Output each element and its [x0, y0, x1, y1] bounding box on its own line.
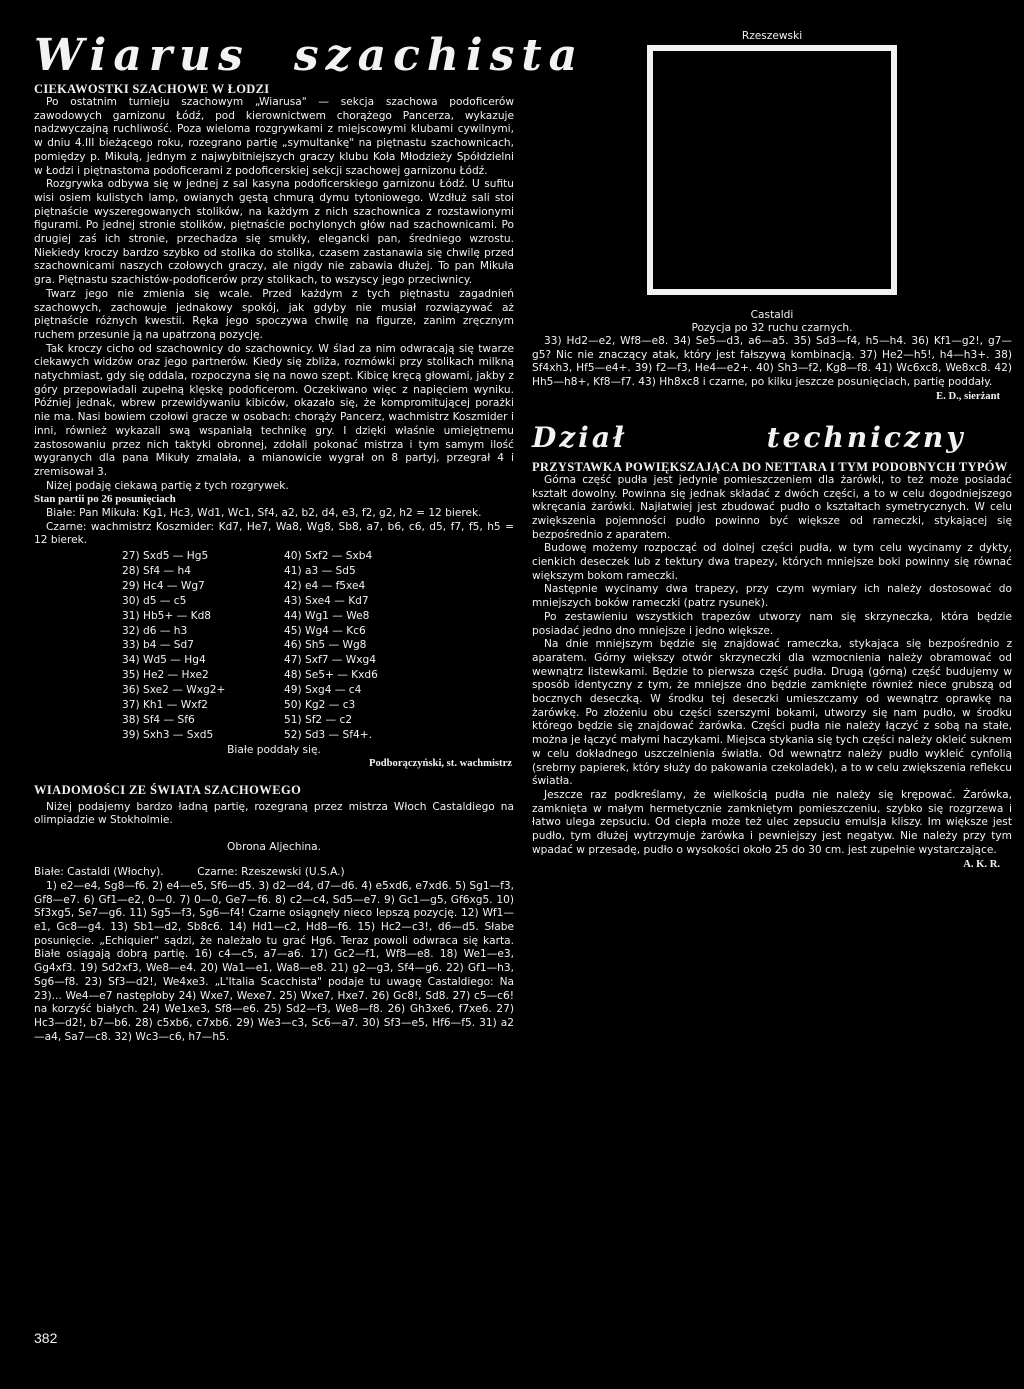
- article-paragraph: Twarz jego nie zmienia się wcale. Przed każdym z tych piętnastu zagadnień szachowych, zachowuje jednakowy spokój, jak gdyby nie musiał rozwiązywać aż piętnaście różnych kwestii. Ręka jego spoczywa chwilę na figurze, zanim zręcznym ruchem przesunie ją na upatrzoną pozycję.: [34, 287, 514, 341]
- move-left: 35) He2 — Hxe2: [122, 669, 209, 682]
- move-left: 37) Kh1 — Wxf2: [122, 699, 208, 712]
- move-row: [122, 549, 422, 564]
- spacer: [34, 828, 514, 840]
- move-right: 46) Sh5 — Wg8: [284, 639, 367, 652]
- technical-signature: A. K. R.: [963, 858, 1000, 870]
- masthead-word-2: szachista: [293, 30, 585, 81]
- move-row: [122, 668, 422, 683]
- board-top-label: Rzeszewski: [741, 30, 803, 42]
- board-inner-frame: [652, 50, 892, 290]
- move-left: 28) Sf4 — h4: [122, 564, 191, 577]
- move-row: [122, 713, 422, 728]
- move-list: [122, 549, 422, 743]
- move-row: [122, 683, 422, 698]
- move-row: [122, 624, 422, 639]
- move-row: [122, 579, 422, 594]
- technical-section-masthead: [532, 422, 1012, 454]
- move-right: 41) a3 — Sd5: [284, 564, 356, 577]
- technical-paragraph: Budowę możemy rozpocząć od dolnej części pudła, w tym celu wycinamy z dykty, cienkich deseczek lub z tektury dwa trapezy, których mniejsze boki powinny się równać większym bokom rameczki.: [532, 542, 1012, 582]
- move-left: 30) d5 — c5: [122, 594, 187, 607]
- move-row: [122, 653, 422, 668]
- move-row: [122, 698, 422, 713]
- right-column: [532, 30, 1012, 872]
- move-left: 32) d6 — h3: [122, 624, 188, 637]
- move-left: 27) Sxd5 — Hg5: [122, 550, 209, 562]
- spacer: [34, 854, 514, 866]
- technical-paragraph: Po zestawieniu wszystkich trapezów utworzy nam się skrzyneczka, która będzie posiadać jedno dno mniejsze i jedno większe.: [532, 610, 1012, 637]
- move-left: 36) Sxe2 — Wxg2+: [122, 684, 226, 697]
- game-result: Białe poddały się.: [227, 743, 321, 756]
- move-right: 50) Kg2 — c3: [284, 699, 356, 712]
- move-right: 45) Wg4 — Kc6: [284, 624, 366, 637]
- article-paragraph: Niżej podaję ciekawą partię z tych rozgrywek.: [46, 479, 289, 492]
- move-row: [122, 609, 422, 624]
- move-row: [122, 564, 422, 579]
- opening-name: Obrona Aljechina.: [227, 841, 321, 854]
- game-moves-text: 1) e2—e4, Sg8—f6. 2) e4—e5, Sf6—d5. 3) d2—d4, d7—d6. 4) e5xd6, e7xd6. 5) Sg1—f3, Gf8—e7. 6) Gf1—e2, 0—0. 7) 0—0, Ge7—f6. 8) c2—c4, Sd5—e7. 9) Gc1—g5, Gf6xg5. 10) Sf3xg5, Se7—g6. 11) Sg5—f3, Sg6—f4! Czarne osiągnęły nieco lepszą pozycję. 12) Wf1—e1, Gc8—g4. 13) Sb1—d2, Sb8c6. 14) Hd1—c2, Hd8—f6. 15) Hc2—c3!, d6—d5. Słabe posunięcie. „Echiquier" sądzi, że należało tu grać Hg6. Teraz powoli odwraca się karta. Białe osiągają dobrą partię. 16) c4—c5, a7—a6. 17) Gc2—f1, Wf8—e8. 18) We1—e3, Gg4xf3. 19) Sd2xf3, We8—e4. 20) Wa1—e1, Wa8—e8. 21) g2—g3, Sf4—g6. 22) Gf1—h3, Sg6—f8. 23) Sf3—d2!, We4xe3. „L'Italia Scacchista" podaje tu uwagę Castaldiego: Na 23)... We4—e7 następłoby 24) Wxe7, Wexe7. 25) Wxe7, Hxe7. 26) Gc8!, Sd8. 27) c5—c6! na korzyść białych. 24) We1xe3, Sf8—e6. 25) Sd2—f3, We8—f8. 26) Gh3xe6, f7xe6. 27) Hc3—d2!, b7—b6. 28) c5xb6, c7xb6. 29) We3—c3, Sc6—a7. 30) Sf3—e5, Hf6—f5. 31) a2—a4, Sa7—c8. 32) Wc3—c6, h7—h5.: [34, 879, 514, 1043]
- technical-paragraph: Jeszcze raz podkreślamy, że wielkością pudła nie należy się krępować. Żarówka, zamknięta w małym hermetycznie zamkniętym pomieszczeniu, szybko się rozgrzewa i łatwo ulega zepsuciu. Od ciepła może też ulec zepsuciu emulsja kliszy. Im większe jest pudło, tym dłużej wytrzymuje żarówka i pewniejszy jest negatyw. Nie należy przy tym wpadać w przesadę, pudło o wysokości około 25 do 30 cm. jest zupełnie wystarczające.: [532, 788, 1012, 856]
- technical-paragraph: Następnie wycinamy dwa trapezy, przy czym wymiary ich należy dostosować do mniejszych boków rameczki (patrz rysunek).: [532, 583, 1012, 610]
- white-setup: Białe: Pan Mikuła: Kg1, Hc3, Wd1, Wc1, Sf4, a2, b2, d4, e3, f2, g2, h2 = 12 bierek.: [46, 506, 482, 519]
- technical-paragraph: Górna część pudła jest jedynie pomieszczeniem dla żarówki, to też może posiadać kształt dowolny. Powinna się jednak składać z dwóch części, a to w celu dogodniejszego wkręcania żarówki. Najłatwiej jest zbudować pudło o kształtach symetrycznych. W celu zwiększenia pojemności pudło powinno być większe od rameczki, stykającej się bezpośrednio z aparatem.: [532, 473, 1012, 541]
- move-right: 42) e4 — f5xe4: [284, 579, 366, 592]
- masthead-word-1: Wiarus: [34, 30, 250, 81]
- move-left: 38) Sf4 — Sf6: [122, 713, 195, 726]
- article-paragraph: Tak kroczy cicho od szachownicy do szachownicy. W ślad za nim odwracają się twarze ciekawych widzów oraz jego partnerów. Kiedy się zbliża, rozmówki przy stolikach milkną natychmiast, gdy się oddala, rozpoczyna się na nowo szept. Kibicę kręcą głowami, jakby z góry przepowiadali zupełną klęskę podoficerom. Oczekiwano więc z napięciem wyniku. Później jednak, wbrew przewidywaniu kibiców, okazało się, że kompromitującej porażki nie ma. Nasi bowiem czołowi gracze w osobach: chorąży Pancerz, wachmistrz Koszmider i inni, również wykazali swą wspaniałą technikę gry. I dzięki właśnie umiejętnemu zastosowaniu przez nich taktyki obronnej, zdołali pokonać mistrza i tym samym ilość wygranych dla pana Mikuły zmalała, a mianowicie wygrał on 8 partyj, przegrał 4 i zremisował 3.: [34, 342, 514, 478]
- move-right: 49) Sxg4 — c4: [284, 684, 362, 697]
- page-number: 382: [34, 1330, 58, 1346]
- dz-word-1: Dział: [532, 420, 627, 454]
- chess-board: [647, 45, 897, 295]
- move-right: 43) Sxe4 — Kd7: [284, 594, 369, 607]
- article-signature: Podborączyński, st. wachmistrz: [368, 757, 512, 769]
- black-setup: Czarne: wachmistrz Koszmider: Kd7, He7, Wa8, Wg8, Sb8, a7, b6, c6, d5, f7, f5, h5 = 12 bierek.: [34, 520, 514, 547]
- move-row: [122, 638, 422, 653]
- position-caption: Pozycja po 32 ruchu czarnych.: [691, 322, 853, 334]
- move-left: 39) Sxh3 — Sxd5: [122, 728, 214, 741]
- move-right: 51) Sf2 — c2: [284, 713, 353, 726]
- dz-word-2: techniczny: [766, 420, 966, 454]
- news-intro: Niżej podajemy bardzo ładną partię, rozegraną przez mistrza Włoch Castaldiego na olimpiadzie w Stokholmie.: [34, 800, 514, 827]
- chess-diagram: [532, 30, 1012, 335]
- move-left: 29) Hc4 — Wg7: [122, 579, 205, 592]
- move-right: 52) Sd3 — Sf4+.: [284, 728, 372, 741]
- board-bottom-label: Castaldi: [750, 309, 794, 321]
- move-right: 40) Sxf2 — Sxb4: [284, 550, 373, 562]
- technical-paragraph: Na dnie mniejszym będzie się znajdować rameczka, stykająca się bezpośrednio z aparatem. Górny większy otwór skrzyneczki dla wzmocnienia należy obramować od wewnątrz listewkami. Będzie to pierwsza część pudła. Drugą (górną) część budujemy w sposób identyczny z tym, że mniejsze dno będzie zamknięte również niece grubszą od bocznych deseczką. W środku tej deseczki umieszczamy od wewnątrz oprawkę na żarówkę. Po złożeniu obu części szerszymi bokami, utworzy się nam pudło, w środku którego będzie się znajdować żarówka. Części pudła nie należy łączyć z sobą na stałe, można je łączyć małymi haczykami. Miejsca stykania się tych części należy okleić suknem w celu dokładnego uszczelnienia światła. Od wewnątrz należy pudło wykleić cynfolią (srebrny papierek, który służy do pakowania czekoladek), a to w celu zwiększenia reflekсu światła.: [532, 638, 1012, 788]
- move-right: 44) Wg1 — We8: [284, 609, 370, 622]
- news-section-title: WIADOMOŚCI ZE ŚWIATA SZACHOWEGO: [34, 782, 302, 797]
- technical-article-title: PRZYSTAWKA POWIĘKSZAJĄCA DO NETTARA I TYM PODOBNYCH TYPÓW: [532, 459, 1008, 474]
- players-line: Białe: Castaldi (Włochy). Czarne: Rzeszewski (U.S.A.): [34, 866, 345, 879]
- move-left: 31) Hb5+ — Kd8: [122, 609, 212, 622]
- continuation-text: 33) Hd2—e2, Wf8—e8. 34) Se5—d3, a6—a5. 35) Sd3—f4, h5—h4. 36) Kf1—g2!, g7—g5? Nic nie znaczący atak, który jest fałszywą kombinacją. 37) He2—h5!, h4—h3+. 38) Sf4xh3, Hf5—e4+. 39) f2—f3, He4—e2+. 40) Sh3—f2, Kg8—f8. 41) Wc6xc8, We8xc8. 42) Hh5—h8+, Kf8—f7. 43) Hh8xc8 i czarne, po kilku jeszcze posunięciach, partię poddały.: [532, 335, 1012, 389]
- move-left: 34) Wd5 — Hg4: [122, 654, 206, 667]
- article-paragraph: Po ostatnim turnieju szachowym „Wiarusa" — sekcja szachowa podoficerów zawodowych garnizonu Łódź, pod kierownictwem chorążego Pancerza, wykazuje nadzwyczajną ruchliwość. Poza wieloma rozgrywkami z miejscowymi klubami cywilnymi, w dniu 4.III bieżącego roku, rozegrano partię „symultankę" na piętnastu szachownicach, pomiędzy p. Mikułą, jednym z najwybitniejszych graczy klubu Koła Młodzieży Spółdzielni w Łodzi i piętnastoma podoficerami z podoficerskiej sekcji szachowej garnizonu Łódź.: [34, 96, 514, 177]
- move-right: 47) Sxf7 — Wxg4: [284, 654, 376, 667]
- move-row: [122, 594, 422, 609]
- move-row: [122, 728, 422, 743]
- move-right: 48) Se5+ — Kxd6: [284, 669, 378, 682]
- section-title: CIEKAWOSTKI SZACHOWE W ŁODZI: [34, 82, 270, 96]
- continuation-signature: E. D., sierżant: [936, 390, 1000, 402]
- article-paragraph: Rozgrywka odbywa się w jednej z sal kasyna podoficerskiego garnizonu Łódź. U sufitu wisi osiem kulistych lamp, owianych gęstą chmurą dymu tytoniowego. Wzdłuż sali stoi piętnaście wyszeregowanych stolików, na każdym z nich szachownica z rozstawionymi figurami. Po jednej stronie stolików, piętnaście pochylonych głów nad szachownicami. Po drugiej zaś ich stronie, przechadza się smukły, elegancki pan, średniego wzrostu. Niekiedy kroczy bardzo szybko od stolika do stolika, czasem zastanawia się chwilę przed szachownicami naszych czołowych graczy, ale nigdy nie zabawia dłużej. To pan Mikuła gra. Piętnastu szachistów-podoficerów przy stolikach, to wszyscy jego przeciwnicy.: [34, 178, 514, 287]
- masthead-title: [34, 30, 585, 81]
- position-heading: Stan partii po 26 posunięciach: [34, 493, 176, 506]
- move-left: 33) b4 — Sd7: [122, 639, 194, 652]
